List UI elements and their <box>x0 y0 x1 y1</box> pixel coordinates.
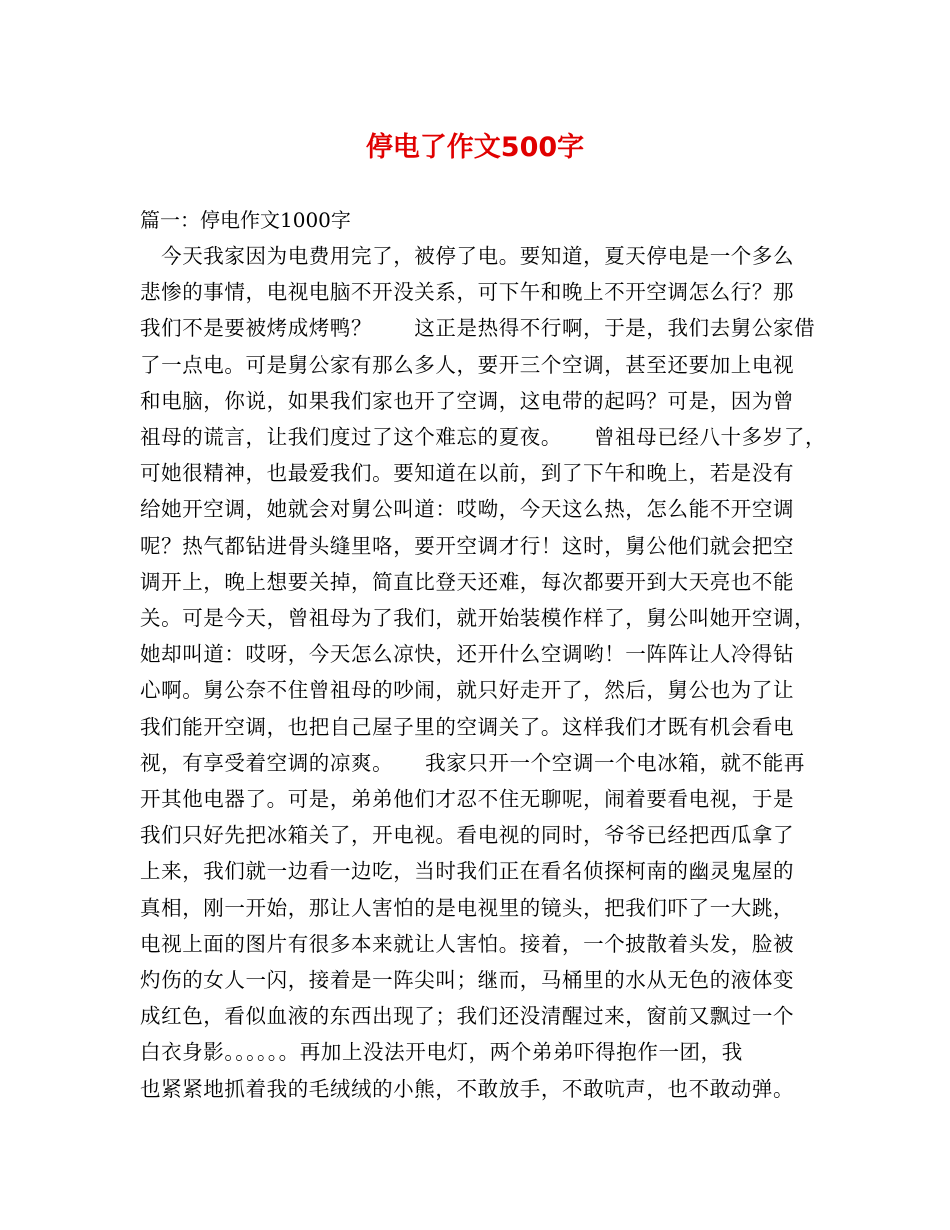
essay-line: 白衣身影。。。。。。再加上没法开电灯，两个弟弟吓得抱作一团，我 <box>140 1040 743 1065</box>
essay-line: 可她很精神，也最爱我们。要知道在以前，到了下午和晚上，若是没有 <box>140 461 795 486</box>
essay-line: 我们不是要被烤成烤鸭？ 这正是热得不行啊，于是，我们去舅公家借 <box>140 316 816 341</box>
essay-line: 真相，刚一开始，那让人害怕的是电视里的镜头，把我们吓了一大跳， <box>140 895 795 920</box>
essay-line: 开其他电器了。可是，弟弟他们才忍不住无聊呢，闹着要看电视，于是 <box>140 787 795 812</box>
essay-line: 悲惨的事情，电视电脑不开没关系，可下午和晚上不开空调怎么行？那 <box>140 280 795 305</box>
essay-line: 今天我家因为电费用完了，被停了电。要知道，夏天停电是一个多么 <box>140 244 795 268</box>
essay-line: 我们只好先把冰箱关了，开电视。看电视的同时，爷爷已经把西瓜拿了 <box>140 823 795 848</box>
essay-line: 视，有享受着空调的凉爽。 我家只开一个空调一个电冰箱，就不能再 <box>140 750 805 775</box>
essay-line: 调开上，晚上想要关掉，简直比登天还难，每次都要开到大天亮也不能 <box>140 569 795 594</box>
essay-line: 祖母的谎言，让我们度过了这个难忘的夏夜。 曾祖母已经八十多岁了， <box>140 425 827 450</box>
essay-line: 也紧紧地抓着我的毛绒绒的小熊，不敢放手，不敢吭声，也不敢动弹。 <box>140 1076 795 1101</box>
essay-line: 成红色，看似血液的东西出现了；我们还没清醒过来，窗前又飘过一个 <box>140 1004 795 1029</box>
essay-line: 电视上面的图片有很多本来就让人害怕。接着，一个披散着头发，脸被 <box>140 931 795 956</box>
essay-line: 心啊。舅公奈不住曾祖母的吵闹，就只好走开了，然后，舅公也为了让 <box>140 678 795 703</box>
essay-body <box>140 238 827 1107</box>
essay-line: 呢？热气都钻进骨头缝里咯，要开空调才行！这时，舅公他们就会把空 <box>140 533 795 558</box>
essay-line: 给她开空调，她就会对舅公叫道：哎呦，今天这么热，怎么能不开空调 <box>140 497 795 522</box>
essay-line: 关。可是今天，曾祖母为了我们，就开始装模作样了，舅公叫她开空调， <box>140 606 816 631</box>
essay-line: 她却叫道：哎呀，今天怎么凉快，还开什么空调哟！一阵阵让人冷得钻 <box>140 642 795 667</box>
essay-line: 了一点电。可是舅公家有那么多人，要开三个空调，甚至还要加上电视 <box>140 352 795 377</box>
essay-line: 上来，我们就一边看一边吃，当时我们正在看名侦探柯南的幽灵鬼屋的 <box>140 859 795 884</box>
essay-line: 和电脑，你说，如果我们家也开了空调，这电带的起吗？可是，因为曾 <box>140 388 795 413</box>
section-heading: 篇一：停电作文1000字 <box>140 208 351 232</box>
essay-line: 我们能开空调，也把自己屋子里的空调关了。这样我们才既有机会看电 <box>140 714 795 739</box>
document-title: 停电了作文500字 <box>365 132 585 163</box>
essay-line: 灼伤的女人一闪，接着是一阵尖叫；继而，马桶里的水从无色的液体变 <box>140 968 795 993</box>
